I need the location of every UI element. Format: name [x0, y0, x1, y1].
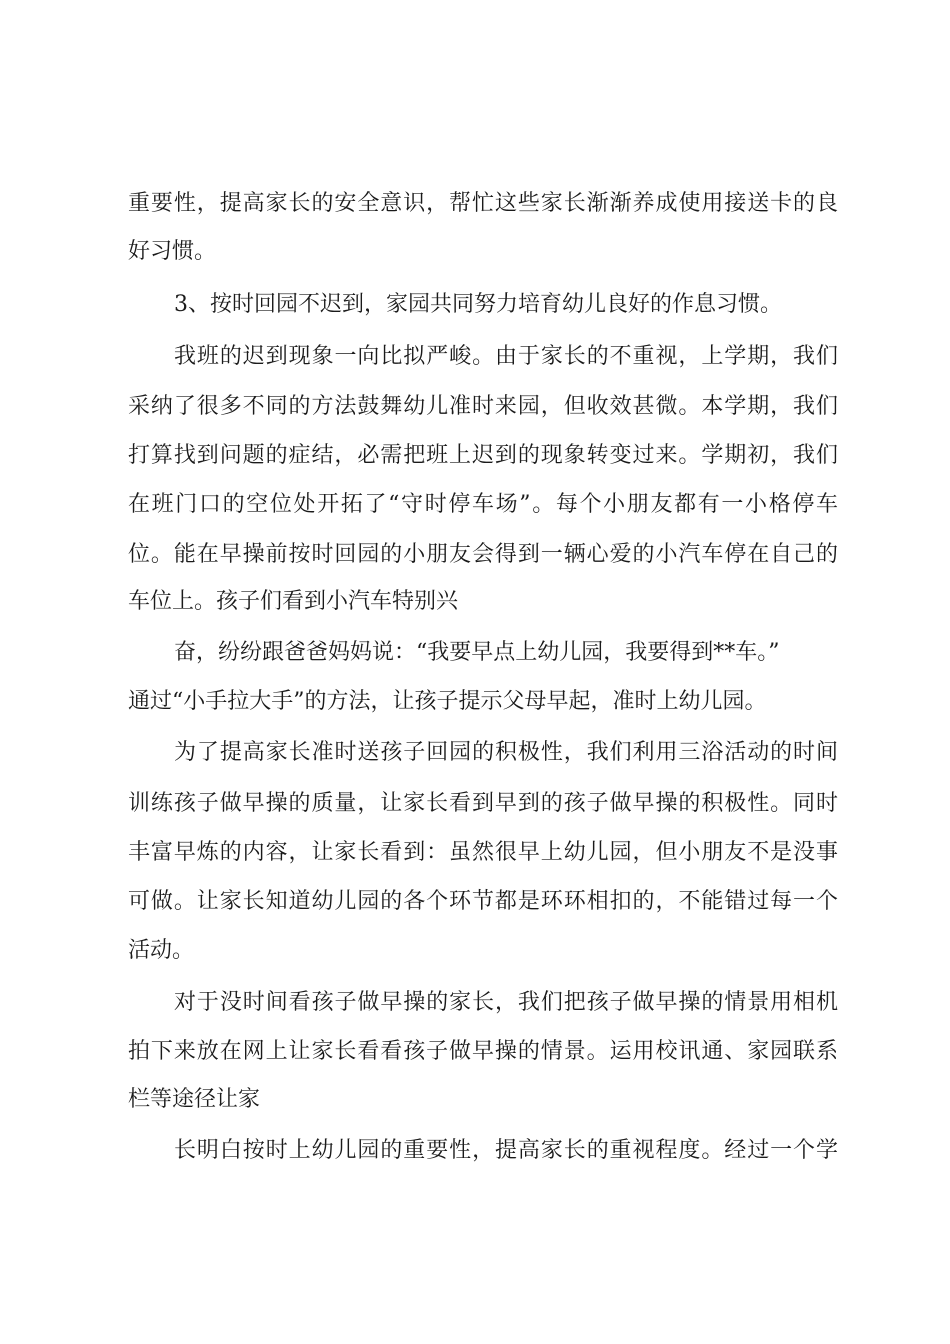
text-line: 栏等途径让家 — [128, 1087, 261, 1112]
text-line: 重要性，提高家长的安全意识，帮忙这些家长渐渐养成使用接送卡的良 — [128, 191, 838, 216]
text-line: 我班的迟到现象一向比拟严峻。由于家长的不重视，上学期，我们 — [174, 344, 838, 369]
text-line: 车位上。孩子们看到小汽车特别兴 — [128, 589, 459, 614]
text-line: 3、按时回园不迟到，家园共同努力培育幼儿良好的作息习惯。 — [174, 292, 782, 317]
text-line: 为了提高家长准时送孩子回园的积极性，我们利用三浴活动的时间 — [174, 740, 838, 765]
text-line: 可做。让家长知道幼儿园的各个环节都是环环相扣的，不能错过每一个 — [128, 889, 838, 914]
text-line: 在班门口的空位处开拓了“守时停车场”。每个小朋友都有一小格停车 — [128, 492, 838, 517]
text-line: 通过“小手拉大手”的方法，让孩子提示父母早起，准时上幼儿园。 — [128, 689, 767, 714]
text-line: 位。能在早操前按时回园的小朋友会得到一辆心爱的小汽车停在自己的 — [128, 542, 838, 567]
text-line: 训练孩子做早操的质量，让家长看到早到的孩子做早操的积极性。同时 — [128, 791, 838, 816]
text-line: 好习惯。 — [128, 239, 217, 264]
text-line: 采纳了很多不同的方法鼓舞幼儿准时来园，但收效甚微。本学期，我们 — [128, 394, 838, 419]
text-line: 丰富早炼的内容，让家长看到：虽然很早上幼儿园，但小朋友不是没事 — [128, 840, 838, 865]
text-line: 奋，纷纷跟爸爸妈妈说：“我要早点上幼儿园，我要得到**车。” — [174, 640, 780, 665]
text-line: 拍下来放在网上让家长看看孩子做早操的情景。运用校讯通、家园联系 — [128, 1039, 838, 1064]
text-line: 长明白按时上幼儿园的重要性，提高家长的重视程度。经过一个学 — [174, 1138, 838, 1163]
text-line: 活动。 — [128, 938, 195, 963]
text-line: 对于没时间看孩子做早操的家长，我们把孩子做早操的情景用相机 — [174, 990, 838, 1015]
text-line: 打算找到问题的症结，必需把班上迟到的现象转变过来。学期初，我们 — [128, 443, 838, 468]
